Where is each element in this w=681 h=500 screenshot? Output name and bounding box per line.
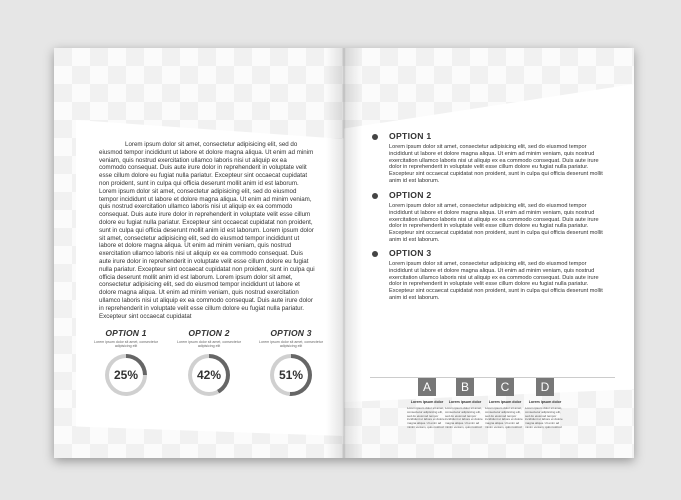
right-option-1-text: Lorem ipsum dolor sit amet, consectetur adipisicing elit, sed do eiusmod tempor incididunt ut labore et dolore magna aliqua. Ut enim ad minim veniam, quis nostrud exercitation ullamco laboris nisi ut aliquip ex ea commodo consequat. Duis aute irure dolor in reprehenderit in voluptate velit esse cillum dolore eu fugiat nulla pariatur. Excepteur sint occaecat cupidatat non proident, sunt in culpa qui officia deserunt mollit anim id est laborum.: [389, 144, 603, 184]
column-b-letter: B: [456, 378, 474, 396]
left-body-paragraph: Lorem ipsum dolor sit amet, consectetur adipisicing elit, sed do eiusmod tempor incididunt ut labore et dolore magna aliqua. Ut enim ad minim veniam, quis nostrud exercitation ullamco laboris nisi ut aliquip ex ea commodo consequat. Duis aute irure dolor in reprehenderit in voluptate velit esse cillum dolore eu fugiat nulla pariatur. Excepteur sint occaecat cupidatat non proident, sunt in culpa qui officia deserunt mollit anim id est laborum. Lorem ipsum dolor sit amet, consectetur adipisicing elit, sed do eiusmod tempor incididunt ut labore et dolore magna aliqua. Ut enim ad minim veniam, quis nostrud exercitation ullamco laboris nisi ut aliquip ex ea commodo consequat. Duis aute irure dolor in reprehenderit in voluptate velit esse cillum dolore eu fugiat nulla pariatur. Excepteur sint occaecat cupidatat non proident, sunt in culpa qui officia deserunt mollit anim id est laborum. Lorem ipsum dolor sit amet, consectetur adipisicing elit, sed do eiusmod tempor incididunt ut labore et dolore magna aliqua. Ut enim ad minim veniam, quis nostrud exercitation ullamco laboris nisi ut aliquip ex ea commodo consequat. Duis aute irure dolor in reprehenderit in voluptate velit esse cillum dolore eu fugiat nulla pariatur. Excepteur sint occaecat cupidatat non proident, sunt in culpa qui officia deserunt mollit anim id est laborum. Lorem ipsum dolor sit amet, consectetur adipisicing elit, sed do eiusmod tempor incididunt ut labore et dolore magna aliqua. Ut enim ad minim veniam, quis nostrud exercitation ullamco laboris nisi ut aliquip ex ea commodo consequat. Duis aute irure dolor in reprehenderit in voluptate velit esse cillum dolore eu fugiat nulla pariatur. Excepteur sint occaecat cupidatat: [99, 141, 315, 320]
column-c-text: Lorem ipsum dolor sit amet, consectetur adipisicing elit, sed do eiusmod tempor incididunt ut labore et dolore magna aliqua. Ut enim ad minim veniam, quis nostrud: [485, 406, 523, 429]
left-option-2: [173, 328, 245, 396]
right-option-3: [370, 248, 610, 302]
column-d-letter: D: [536, 378, 554, 396]
right-option-2: [370, 190, 610, 244]
left-option-3-subtitle: Lorem ipsum dolor sit amet, consectetur adipisicing elit: [259, 340, 323, 349]
column-d-text: Lorem ipsum dolor sit amet, consectetur adipisicing elit, sed do eiusmod tempor incididunt ut labore et dolore magna aliqua. Ut enim ad minim veniam, quis nostrud: [525, 406, 563, 429]
bullet-dot-icon: [372, 134, 378, 140]
right-option-2-title: OPTION 2: [389, 190, 432, 200]
brochure-spread: [54, 48, 634, 458]
column-d-heading: Lorem ipsum dolor: [528, 400, 562, 404]
right-option-3-text: Lorem ipsum dolor sit amet, consectetur adipisicing elit, sed do eiusmod tempor incididunt ut labore et dolore magna aliqua. Ut enim ad minim veniam, quis nostrud exercitation ullamco laboris nisi ut aliquip ex ea commodo consequat. Duis aute irure dolor in reprehenderit in voluptate velit esse cillum dolore eu fugiat nulla pariatur. Excepteur sint occaecat cupidatat non proident, sunt in culpa qui officia deserunt mollit anim id est laborum.: [389, 261, 603, 301]
bullet-dot-icon: [372, 251, 378, 257]
left-option-1: [90, 328, 162, 396]
left-option-2-ring: [188, 354, 230, 396]
bullet-dot-icon: [372, 193, 378, 199]
right-option-1: [370, 131, 610, 185]
left-option-2-subtitle: Lorem ipsum dolor sit amet, consectetur adipisicing elit: [177, 340, 241, 349]
column-a-text: Lorem ipsum dolor sit amet, consectetur adipisicing elit, sed do eiusmod tempor incididunt ut labore et dolore magna aliqua. Ut enim ad minim veniam, quis nostrud: [407, 406, 445, 429]
column-b: [445, 378, 485, 430]
column-a: [407, 378, 447, 430]
left-option-2-title: OPTION 2: [188, 328, 230, 338]
right-option-2-text: Lorem ipsum dolor sit amet, consectetur adipisicing elit, sed do eiusmod tempor incididunt ut labore et dolore magna aliqua. Ut enim ad minim veniam, quis nostrud exercitation ullamco laboris nisi ut aliquip ex ea commodo consequat. Duis aute irure dolor in reprehenderit in voluptate velit esse cillum dolore eu fugiat nulla pariatur. Excepteur sint occaecat cupidatat non proident, sunt in culpa qui officia deserunt mollit anim id est laborum.: [389, 203, 603, 243]
column-b-heading: Lorem ipsum dolor: [448, 400, 482, 404]
column-d: [525, 378, 565, 430]
column-c-letter: C: [496, 378, 514, 396]
left-option-1-ring: [105, 354, 147, 396]
left-option-3-percent: 51%: [274, 358, 308, 392]
left-option-1-title: OPTION 1: [105, 328, 147, 338]
page-gutter: [326, 48, 362, 458]
left-option-1-percent: 25%: [109, 358, 143, 392]
left-option-3: [255, 328, 327, 396]
column-c-heading: Lorem ipsum dolor: [488, 400, 522, 404]
column-a-heading: Lorem ipsum dolor: [410, 400, 444, 404]
left-option-1-subtitle: Lorem ipsum dolor sit amet, consectetur adipisicing elit: [94, 340, 158, 349]
column-b-text: Lorem ipsum dolor sit amet, consectetur adipisicing elit, sed do eiusmod tempor incididunt ut labore et dolore magna aliqua. Ut enim ad minim veniam, quis nostrud: [445, 406, 483, 429]
left-option-2-percent: 42%: [192, 358, 226, 392]
column-a-letter: A: [418, 378, 436, 396]
column-c: [485, 378, 525, 430]
left-option-3-title: OPTION 3: [270, 328, 312, 338]
left-option-3-ring: [270, 354, 312, 396]
left-body-text: [99, 141, 315, 320]
right-option-1-title: OPTION 1: [389, 131, 432, 141]
right-option-3-title: OPTION 3: [389, 248, 432, 258]
